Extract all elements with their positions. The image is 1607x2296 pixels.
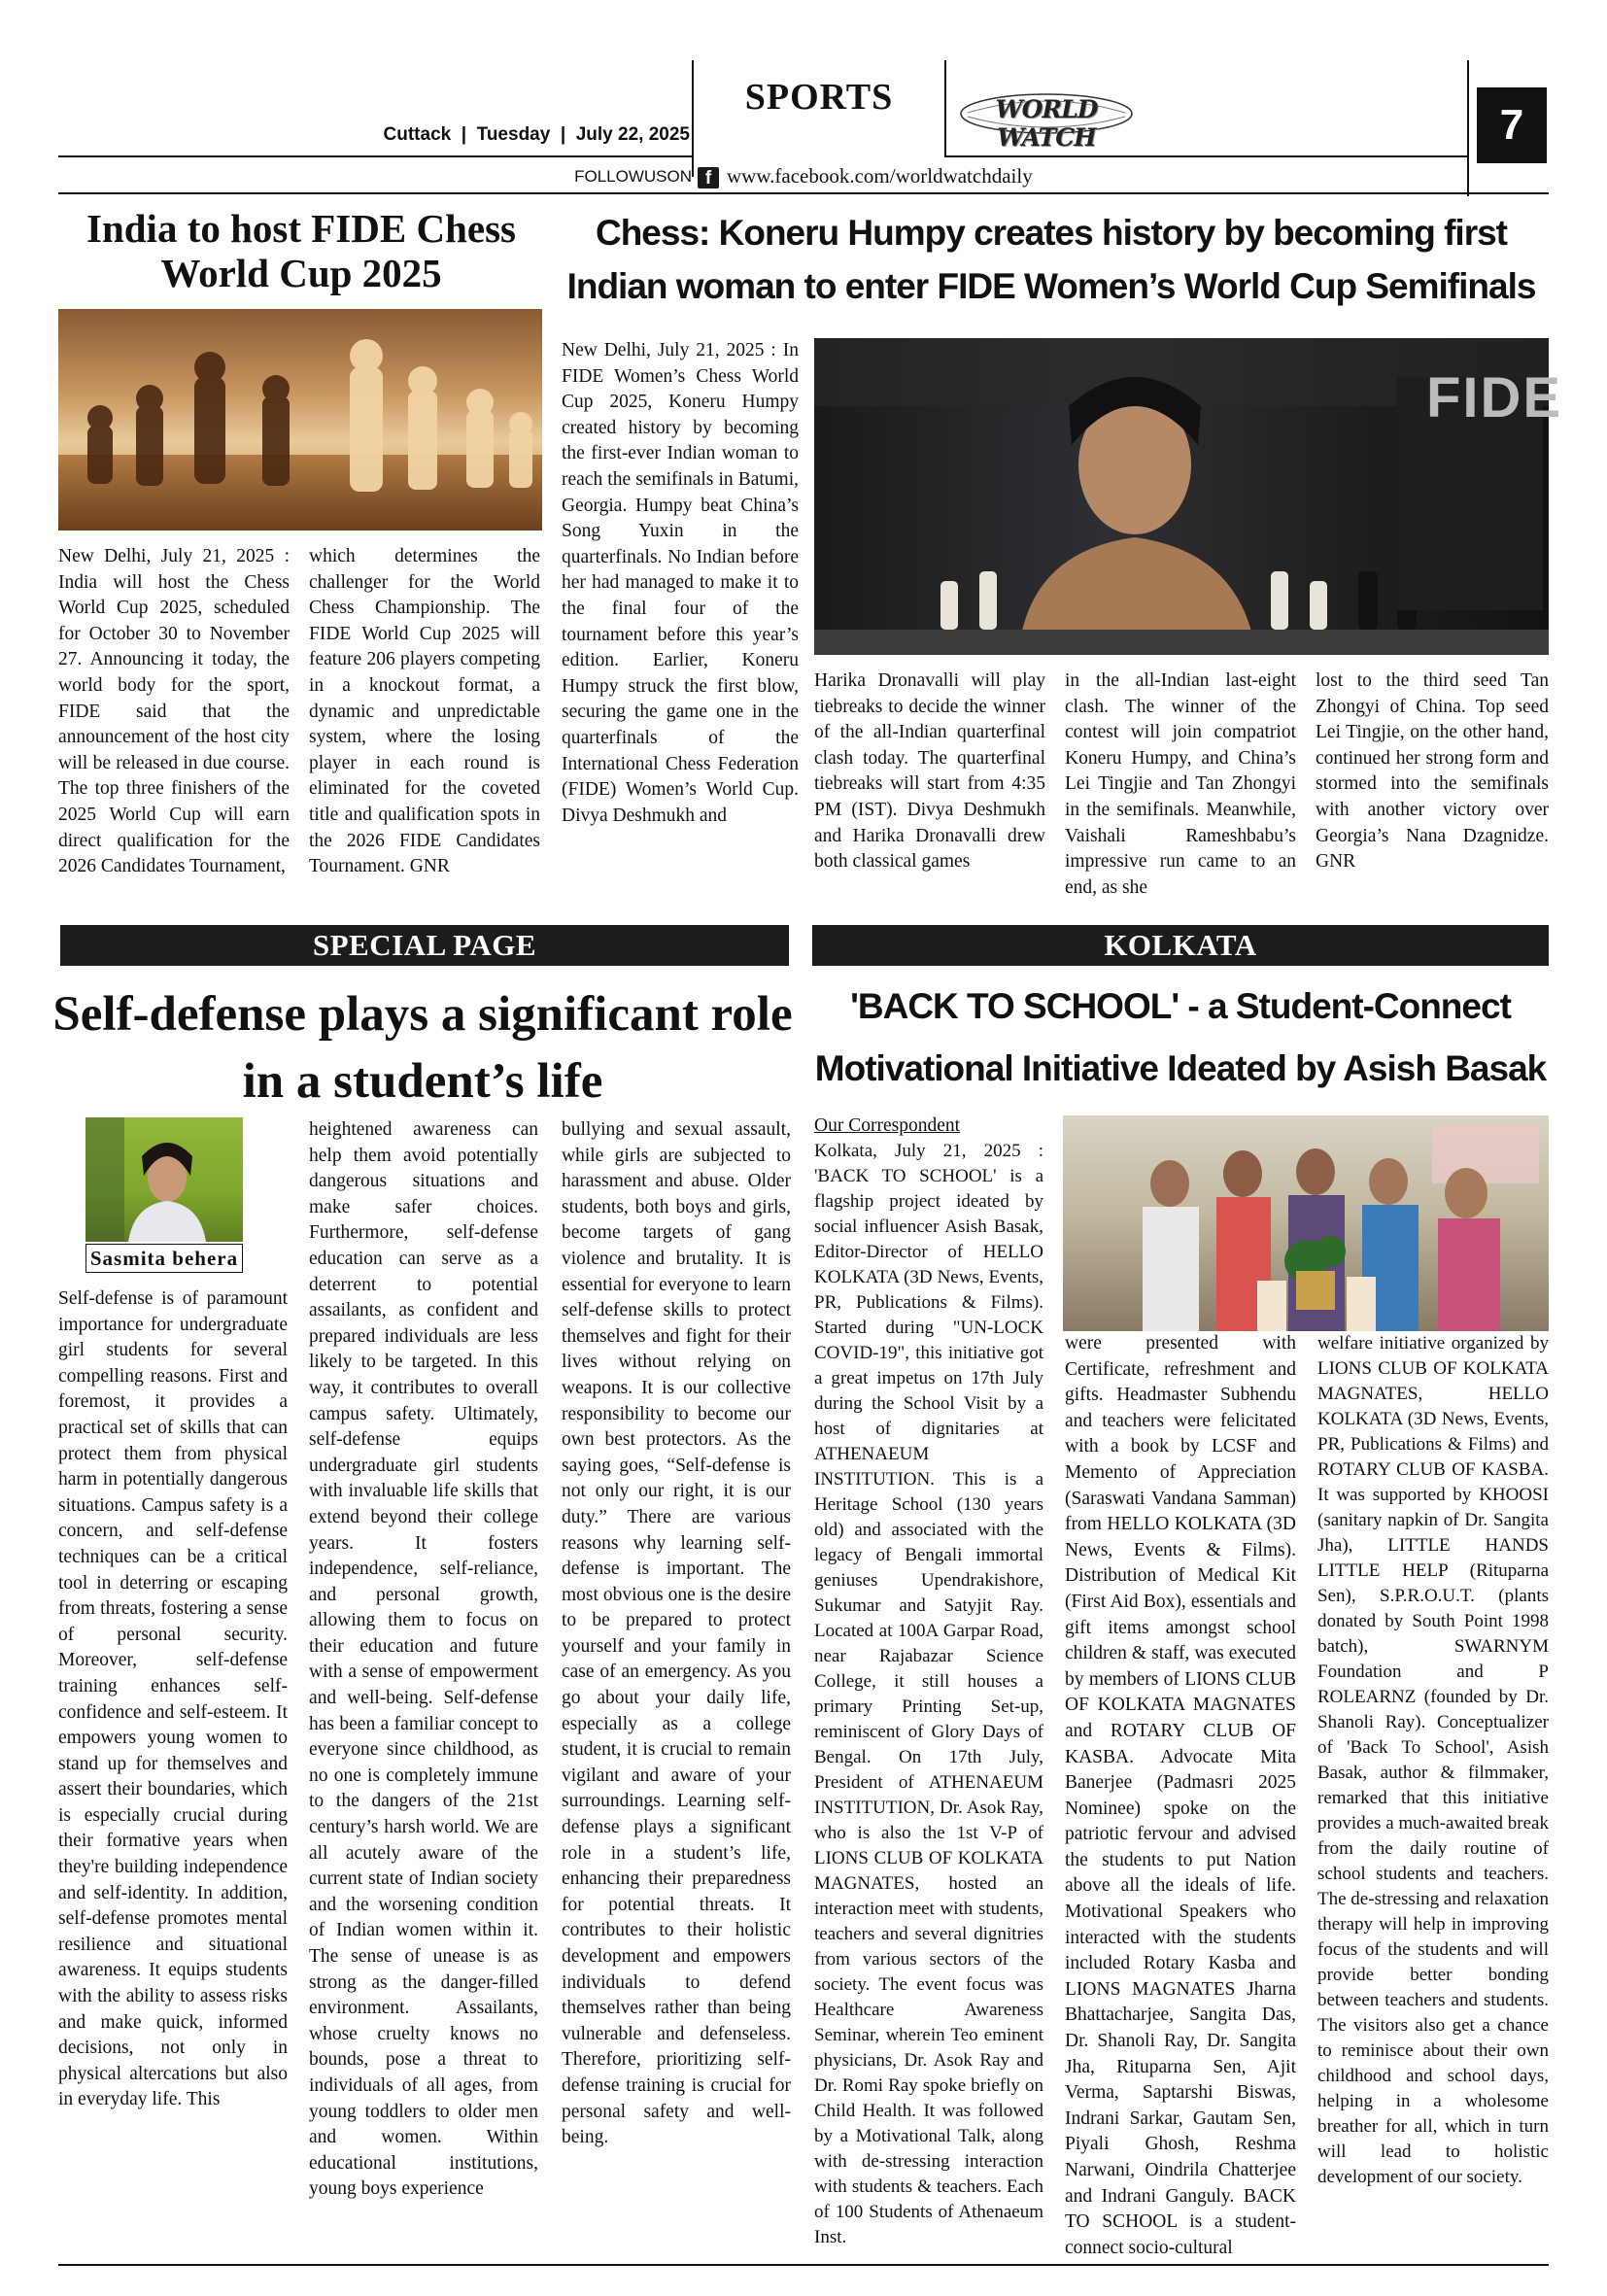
article2-col1: New Delhi, July 21, 2025 : In FIDE Women’s Chess World Cup 2025, Koneru Humpy created history by becoming the first-ever Indian woman to reach the semifinals in Batumi, Georgia. Humpy beat China’s Song Yuxin in the quarterfinals. No Indian before her had managed to make it to the final four of the tournament before this year’s edition. Earlier, Koneru Humpy struck the first blow, securing the game one in the quarterfinals of the International Chess Federation (FIDE) Women’s World Cup. Divya Deshmukh and <box>562 340 799 826</box>
article2-col3: in the all-Indian last-eight clash. The winner of the contest will join compatriot Koneru Humpy, and China’s Lei Tingjie and Tan Zhongyi in the semifinals. Meanwhile, Vaishali Rameshbabu’s impressive run came to an end, as she <box>1065 670 1296 898</box>
fide-banner-text: FIDE <box>1426 366 1563 429</box>
logo-text: WORLD WATCH <box>995 95 1098 152</box>
masthead-bottom-rule <box>58 192 1549 194</box>
world-watch-logo <box>954 82 1139 152</box>
article2-headline: Chess: Koneru Humpy creates history by becoming first Indian woman to enter FIDE Women’s World Cup Semifinals <box>566 213 1536 306</box>
kolkata-byline: Our Correspondent <box>814 1115 961 1136</box>
author-caption: Sasmita behera <box>85 1244 243 1273</box>
article1-col1: New Delhi, July 21, 2025 : India will host the Chess World Cup 2025, scheduled for October 30 to November 27. Announcing it today, the world body for the sport, FIDE said that the announcement of the host city will be released in due course. The top three finishers of the 2025 World Cup will earn direct qualification for the 2026 Candidates Tournament, <box>58 546 290 877</box>
koneru-humpy-photo <box>814 338 1563 655</box>
author-photo <box>85 1117 243 1242</box>
special-col1: Self-defense is of paramount importance for undergraduate girl students for several compelling reasons. First and foremost, it provides a practical set of skills that can protect them from physical harm in potentially dangerous situations. Campus safety is a concern, and self-defense techniques can be a critical tool in deterring or escaping from threats, fostering a sense of personal security. Moreover, self-defense training enhances self-confidence and self-esteem. It empowers young women to stand up for themselves and assert their boundaries, which is especially crucial during their formative years when they're building independence and self-identity. In addition, self-defense promotes mental resilience and situational awareness. It equips students with the ability to assess risks and make quick, informed decisions, not only in physical altercations but also in everyday life. This <box>58 1288 288 2110</box>
back-to-school-photo <box>1063 1115 1549 1331</box>
masthead <box>0 0 1607 194</box>
masthead-rule-right <box>946 155 1467 157</box>
kolkata-col3: welfare initiative organized by LIONS CLUB OF KOLKATA MAGNATES, HELLO KOLKATA (3D News, Events, PR, Publications & Films) and ROTARY CLUB OF KASBA. It was supported by KHOOSI (sanitary napkin of Dr. Sangita Jha), LITTLE HANDS LITTLE HELP (Rituparna Sen), S.P.R.O.U.T. (plants donated by South Point 1998 batch), SWARNYM Foundation and P ROLEARNZ (founded by Dr. Shanoli Ray). Conceptualizer of 'Back To School', Asish Basak, author & filmmaker, remarked that this initiative provides a much-awaited break from the daily routine of school students and teachers. The de-stressing and relaxation therapy will help in improving focus of the students and will provide better bonding between teachers and students. The visitors also get a chance to reminisce about their own childhood and school days, helping in a wholesome breather for all, which in turn will lead to holistic development of our society. <box>1317 1333 1549 2187</box>
article2-col4: lost to the third seed Tan Zhongyi of China. Top seed Lei Tingjie, on the other hand, continued her strong form and stormed into the semifinals with another victory over Georgia’s Nana Dzagnidze. GNR <box>1316 670 1549 873</box>
masthead-rule-left <box>58 155 692 157</box>
chess-pieces-photo <box>58 309 542 531</box>
special-headline: Self-defense plays a significant role in a student’s life <box>52 987 793 1109</box>
follow-label: FOLLOWUSON <box>574 167 692 186</box>
page-bottom-rule <box>58 2264 1549 2266</box>
section-title: SPORTS <box>744 77 894 118</box>
page-number: 7 <box>1499 101 1524 149</box>
article1-headline: India to host FIDE Chess World Cup 2025 <box>86 206 516 295</box>
page-number-box <box>1477 87 1547 163</box>
special-col2: heightened awareness can help them avoid potentially dangerous situations and make safer choices. Furthermore, self-defense education can serve as a deterrent to potential assailants, as confident and prepared individuals are less likely to be targeted. In this way, it contributes to overall campus safety. Ultimately, self-defense equips undergraduate girl students with invaluable life skills that extend beyond their college years. It fosters independence, self-reliance, and personal growth, allowing them to focus on their education and future with a sense of empowerment and well-being. Self-defense has been a familiar concept to everyone since childhood, as no one is completely immune to the dangers of the 21st century’s harsh world. We are all acutely aware of the current state of Indian society and the worsening condition of Indian women within it. The sense of unease is as strong as the danger-filled environment. Assailants, whose cruelty knows no bounds, pose a threat to individuals of all ages, from young toddlers to older men and women. Within educational institutions, young boys experience <box>309 1119 538 2200</box>
article1-col2: which determines the challenger for the World Chess Championship. The FIDE World Cup 2025 will feature 206 players competing in a knockout format, a dynamic and unpredictable system, where the losing player in each round is eliminated for the coveted title and qualification spots in the 2026 FIDE Candidates Tournament. GNR <box>309 546 540 877</box>
special-page-band: SPECIAL PAGE <box>60 925 789 966</box>
kolkata-col1: Kolkata, July 21, 2025 : 'BACK TO SCHOOL' is a flagship project ideated by social influencer Asish Basak, Editor-Director of HELLO KOLKATA (3D News, Events, PR, Publications & Films). Started during "UN-LOCK COVID-19", this initiative got a great impetus on 17th July during the School Visit by a host of dignitaries at ATHENAEUM INSTITUTION. This is a Heritage School (130 years old) and associated with the legacy of Bengali immortal geniuses Upendrakishore, Sukumar and Satyjit Ray. Located at 100A Garpar Road, near Rajabazar Science College, it still houses a primary Printing Set-up, reminiscent of Glory Days of Bengal. On 17th July, President of ATHENAEUM INSTITUTION, Dr. Asok Ray, who is also the 1st V-P of LIONS CLUB OF KOLKATA MAGNATES, hosted an interaction meet with students, teachers and several dignitries from various sectors of the society. The event focus was Healthcare Awareness Seminar, wherein Teo eminent physicians, Dr. Asok Ray and Dr. Romi Ray spoke briefly on Child Health. It was followed by a Motivational Talk, along with de-stressing interaction with students & teachers. Each of 100 Students of Athenaeum Inst. <box>814 1141 1043 2247</box>
special-col3: bullying and sexual assault, while girls are subjected to harassment and abuse. Older students, both boys and girls, become targets of gang violence and brutality. It is essential for everyone to learn self-defense skills to protect themselves and fight for their lives without relying on weapons. It is our collective responsibility to become our own best protectors. As the saying goes, “Self-defense is not only our right, it is our duty.” There are various reasons why learning self-defense is important. The most obvious one is the desire to be prepared to protect yourself and your family in case of an emergency. As you go about your daily life, especially as a college student, it is crucial to remain vigilant and aware of your surroundings. Learning self-defense plays a significant role in a student’s life, enhancing their preparedness for potential threats. It contributes to their holistic development and empowers individuals to defend themselves rather than being vulnerable and defenseless. Therefore, prioritizing self-defense training is crucial for personal safety and well-being. <box>562 1119 791 2148</box>
kolkata-band: KOLKATA <box>812 925 1549 966</box>
masthead-divider-3 <box>1467 60 1469 196</box>
dateline: Cuttack | Tuesday | July 22, 2025 <box>383 124 690 145</box>
masthead-divider-2 <box>944 60 946 157</box>
facebook-icon: f <box>698 167 719 188</box>
kolkata-col2: were presented with Certificate, refreshment and gifts. Headmaster Subhendu and teachers were felicitated with a book by LCSF and Memento of Appreciation (Saraswati Vandana Samman) from HELLO KOLKATA (3D News, Events & Films). Distribution of Medical Kit (First Aid Box), essentials and gift items amongst school children & staff, was executed by members of LIONS CLUB OF KOLKATA MAGNATES and ROTARY CLUB OF KASBA. Advocate Mita Banerjee (Padmasri 2025 Nominee) spoke on the patriotic fervour and advised the students to put Nation above all the ideals of life. Motivational Speakers who interacted with the students included Rotary Kasba and LIONS MAGNATES Jharna Bhattacharjee, Sangita Das, Dr. Shanoli Ray, Dr. Sangita Jha, Rituparna Sen, Ajit Verma, Saptarshi Biswas, Indrani Sarkar, Gautam Sen, Piyali Ghosh, Reshma Narwani, Oindrila Chatterjee and Indrani Ganguly. BACK TO SCHOOL is a student-connect socio-cultural <box>1065 1333 1296 2258</box>
follow-url[interactable]: www.facebook.com/worldwatchdaily <box>727 164 1033 188</box>
kolkata-headline: 'BACK TO SCHOOL' - a Student-Connect Motivational Initiative Ideated by Asish Basak <box>814 986 1547 1088</box>
article2-col2: Harika Dronavalli will play tiebreaks to decide the winner of the all-Indian quarterfinal clash today. The quarterfinal tiebreaks will start from 4:35 PM (IST). Divya Deshmukh and Harika Dronavalli drew both classical games <box>814 670 1045 873</box>
